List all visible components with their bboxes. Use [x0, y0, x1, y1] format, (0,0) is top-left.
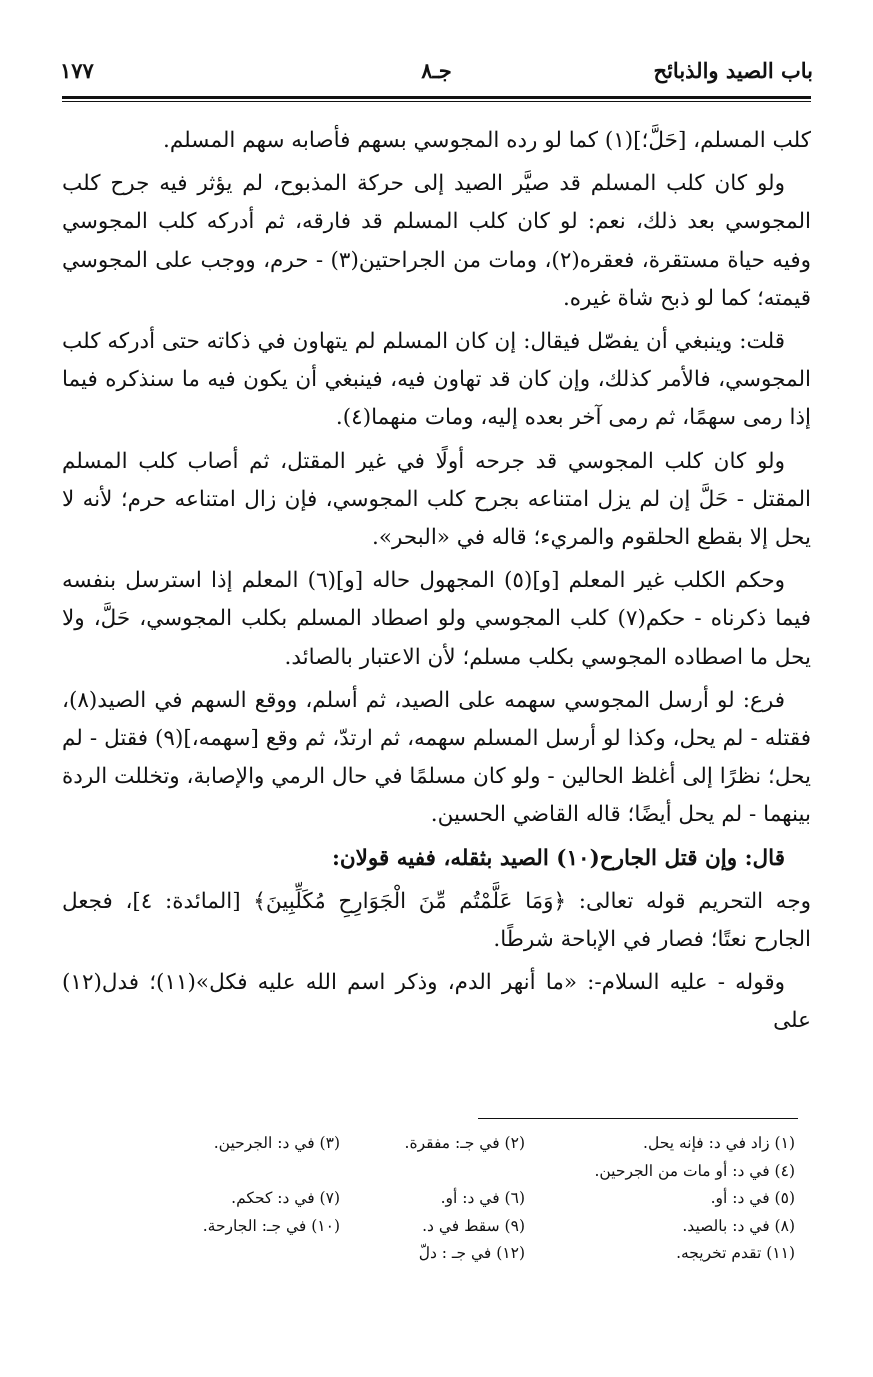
footnote-separator [478, 1118, 798, 1119]
page-number: ١٧٧ [60, 58, 94, 83]
footnote: (٣) في د: الجرحين. [213, 1134, 340, 1152]
paragraph: ولو كان كلب المجوسي قد جرحه أولًا في غير المقتل، ثم أصاب كلب المسلم المقتل - حَلَّ إن لم يزل امتناعه بجرح كلب المجوسي، فإن زال امتناعه حرم؛ لأنه لا يحل إلا بقطع الحلقوم والمريء؛ قاله في «البحر». [62, 448, 811, 551]
footnote: (٢) في جـ: مفقرة. [404, 1134, 525, 1152]
footnote-row [75, 1213, 795, 1241]
paragraph: وقوله - عليه السلام-: «ما أنهر الدم، وذكر اسم الله عليه فكل»(١١)؛ فدل(١٢) على [62, 970, 811, 1034]
footnote: (٦) في د: أو. [440, 1189, 525, 1207]
footnote: (١) زاد في د: فإنه يحل. [643, 1134, 795, 1152]
main-text [62, 122, 811, 1046]
header-rule-thin [62, 101, 811, 102]
footnote: (١٠) في جـ: الجارحة. [202, 1216, 340, 1235]
footnotes [75, 1130, 795, 1268]
chapter-title: باب الصيد والذبائح [653, 58, 813, 83]
page-header [60, 58, 813, 94]
paragraph: قلت: وينبغي أن يفصّل فيقال: إن كان المسلم لم يتهاون في ذكاته حتى أدركه كلب المجوسي، فالأمر كذلك، وإن كان قد تهاون فيه، فينبغي أن يكون فيه ما سنذكره فيما إذا رمى سهمًا، ثم رمى آخر بعده إليه، ومات منهما(٤). [62, 329, 811, 431]
footnote: (٥) في د: أو. [710, 1189, 795, 1207]
footnote: (١٢) في جـ : دلّ [418, 1244, 525, 1262]
paragraph: كلب المسلم، [حَلَّ؛](١) كما لو رده المجوسي بسهم فأصابه سهم المسلم. [163, 128, 811, 153]
footnote-row [75, 1240, 795, 1268]
footnote: (١١) تقدم تخريجه. [676, 1244, 795, 1262]
footnote-row [75, 1130, 795, 1158]
footnote: (٧) في د: كحكم. [231, 1189, 340, 1207]
header-rule-thick [62, 96, 811, 99]
paragraph: ولو كان كلب المسلم قد صيَّر الصيد إلى حركة المذبوح، لم يؤثر فيه جرح كلب المجوسي بعد ذلك، نعم: لو كان كلب المسلم قد فارقه، ثم أدركه كلب المجوسي وفيه حياة مستقرة، فعقره(٢)، ومات من الجراحتين(٣) - حرم، ووجب على المجوسي قيمته؛ كما لو ذبح شاة غيره. [62, 171, 811, 311]
paragraph: فرع: لو أرسل المجوسي سهمه على الصيد، ثم أسلم، ووقع السهم في الصيد(٨)، فقتله - لم يحل، وكذا لو أرسل المسلم سهمه، ثم ارتدّ، ثم وقع [سهمه،](٩) فقتل - لم يحل؛ نظرًا إلى أغلظ الحالين - ولو كان مسلمًا في حال الرمي والإصابة، وتخللت الردة بينهما - لم يحل أيضًا؛ قاله القاضي الحسين. [62, 687, 811, 828]
footnote-row [75, 1185, 795, 1213]
matn-heading: قال: وإن قتل الجارح(١٠) الصيد بثقله، ففيه قولان: [331, 845, 785, 871]
footnote: (٩) سقط في د. [422, 1216, 525, 1235]
volume-label: جـ٨ [421, 58, 452, 83]
footnote: (٨) في د: بالصيد. [682, 1216, 795, 1235]
paragraph: وحكم الكلب غير المعلم [و](٥) المجهول حاله [و](٦) المعلم إذا استرسل بنفسه فيما ذكرناه - حكم(٧) كلب المجوسي ولو اصطاد المسلم بكلب المجوسي، حَلَّ، ولا يحل ما اصطاده المجوسي بكلب مسلم؛ لأن الاعتبار بالصائد. [62, 568, 811, 670]
paragraph: وجه التحريم قوله تعالى: ﴿وَمَا عَلَّمْتُم مِّنَ الْجَوَارِحِ مُكَلِّبِينَ﴾ [المائدة: ٤]، فجعل الجارح نعتًا؛ فصار في الإباحة شرطًا. [62, 888, 811, 953]
footnote-row [75, 1158, 795, 1186]
footnote: (٤) في د: أو مات من الجرحين. [594, 1161, 795, 1180]
